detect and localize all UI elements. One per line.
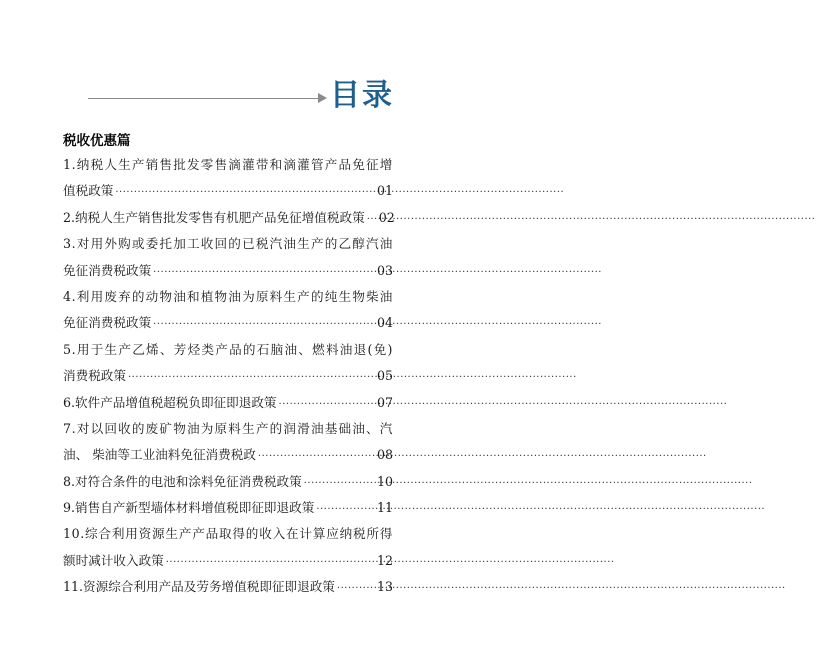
toc-page-number: 03: [376, 262, 393, 278]
toc-entry-title: 9.销售自产新型墙体材料增值税即征即退政策: [63, 500, 315, 516]
dot-leader: [115, 180, 375, 206]
dot-leader: [367, 207, 377, 233]
toc-entry-title-continued: 值税政策: [63, 183, 114, 199]
toc-entry[interactable]: [63, 152, 393, 205]
toc-entry-title: 8.对符合条件的电池和涂料免征消费税政策: [63, 473, 302, 489]
header-rule-line: [88, 98, 320, 99]
toc-page-number: 04: [376, 315, 393, 331]
toc-page-number: 02: [378, 209, 395, 225]
toc-entry[interactable]: [63, 284, 393, 337]
toc-page-number: 12: [376, 552, 393, 568]
dot-leader: [153, 312, 375, 338]
toc-page-number: 13: [376, 579, 393, 595]
arrow-icon: [318, 93, 327, 103]
toc-entry[interactable]: [63, 495, 393, 521]
page-title: 目录: [330, 78, 394, 113]
toc-page-number: 08: [376, 447, 393, 463]
toc-entry[interactable]: [63, 205, 393, 231]
toc-entry-title: 1.纳税人生产销售批发零售滴灌带和滴灌管产品免征增: [63, 157, 393, 172]
toc-entry-title: 2.纳税人生产销售批发零售有机肥产品免征增值税政策: [63, 209, 365, 225]
toc-entry[interactable]: [63, 416, 393, 469]
toc-page-number: 11: [376, 500, 393, 516]
toc-entry-title: 3.对用外购或委托加工收回的已税汽油生产的乙醇汽油: [63, 236, 393, 252]
toc-entry-title-continued: 免征消费税政策: [63, 262, 152, 278]
toc-page-number: 10: [376, 473, 393, 489]
toc-entry-title: 10.综合利用资源生产产品取得的收入在计算应纳税所得: [63, 526, 393, 542]
dot-leader: [128, 365, 375, 391]
toc-entry[interactable]: [63, 521, 393, 574]
dot-leader: [337, 576, 375, 602]
toc-entry-title-continued: 消费税政策: [63, 368, 126, 384]
toc-entry-title: 11.资源综合利用产品及劳务增值税即征即退政策: [63, 579, 335, 595]
dot-leader: [258, 444, 375, 470]
toc-entry[interactable]: [63, 390, 393, 416]
toc-header: [0, 72, 467, 122]
dot-leader: [279, 392, 375, 418]
dot-leader: [316, 497, 375, 523]
dot-leader: [166, 550, 375, 576]
table-of-contents: [63, 152, 393, 601]
toc-page-number: 05: [376, 368, 393, 384]
toc-entry-title: 6.软件产品增值税超税负即征即退政策: [63, 394, 277, 410]
dot-leader: [304, 471, 375, 497]
toc-page-number: 01: [376, 183, 393, 199]
toc-entry-title: 4.利用废弃的动物油和植物油为原料生产的纯生物柴油: [63, 288, 393, 304]
toc-entry-title-continued: 免征消费税政策: [63, 315, 152, 331]
toc-page-number: 07: [376, 394, 393, 410]
toc-entry[interactable]: [63, 574, 393, 600]
dot-leader: [153, 260, 375, 286]
section-heading: 税收优惠篇: [63, 133, 131, 149]
toc-entry-title-continued: 油、 柴油等工业油料免征消费税政: [63, 447, 256, 463]
toc-entry[interactable]: [63, 231, 393, 284]
toc-entry[interactable]: [63, 337, 393, 390]
toc-entry-title: 5.用于生产乙烯、芳烃类产品的石脑油、燃料油退(免): [63, 341, 393, 357]
toc-entry-title-continued: 额时减计收入政策: [63, 552, 164, 568]
toc-entry[interactable]: [63, 469, 393, 495]
toc-entry-title: 7.对以回收的废矿物油为原料生产的润滑油基础油、汽: [63, 420, 393, 436]
